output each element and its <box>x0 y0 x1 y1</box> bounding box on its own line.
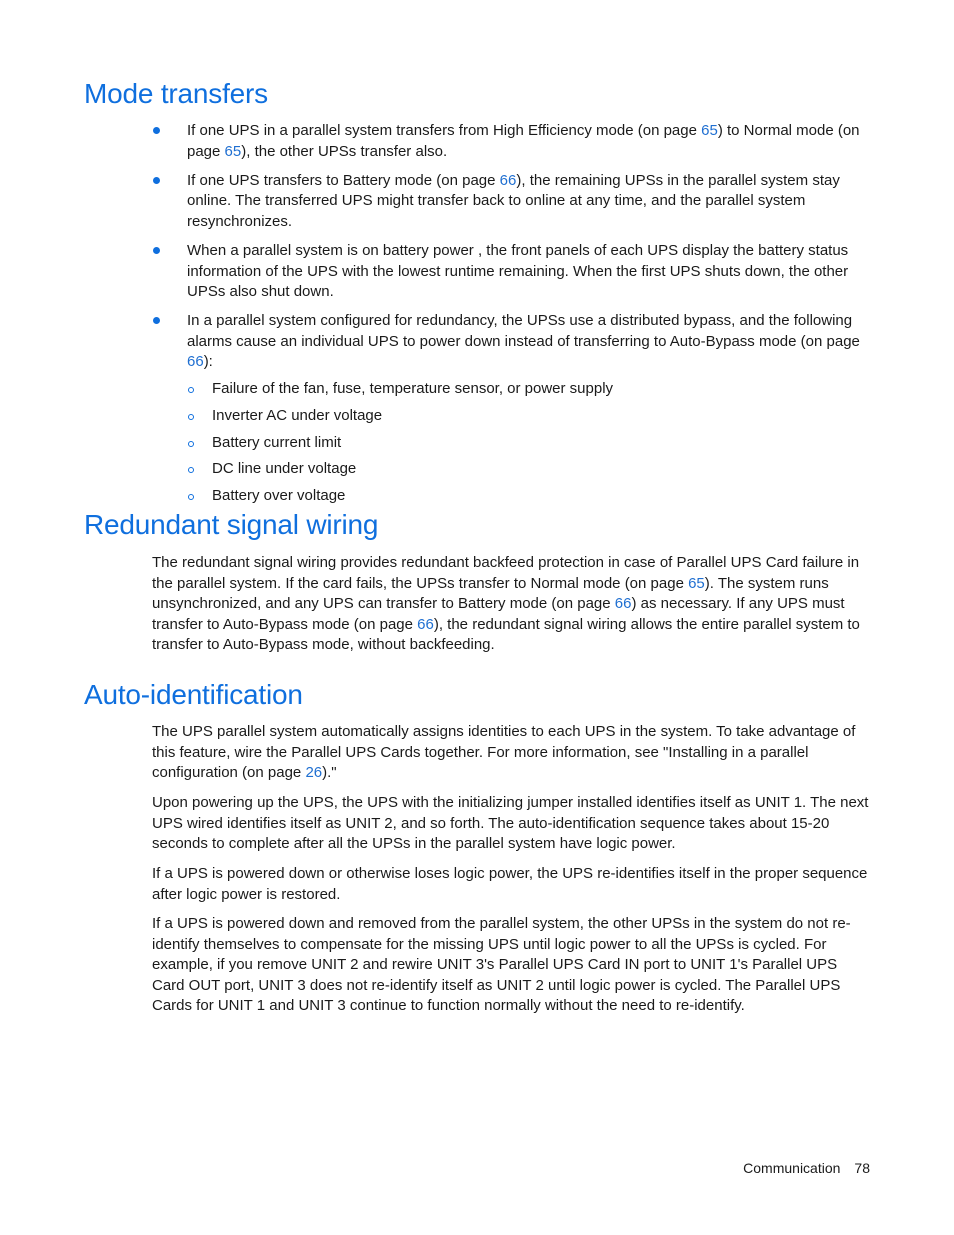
bullet-text: ): <box>203 353 213 371</box>
sub-item-text: Battery current limit <box>212 433 342 451</box>
circle-bullet-icon <box>188 387 194 393</box>
bullet-dot-icon <box>153 127 160 134</box>
paragraph-text: The redundant signal wiring provides redundant backfeed protection in case of Parallel UPS Card failure in the parallel system. If the card fails, the UPSs transfer to Normal mode (on page <box>152 554 860 592</box>
page-link-66[interactable]: 66 <box>614 595 632 613</box>
bullet-dot-icon <box>153 317 160 324</box>
auto-id-paragraph-4: If a UPS is powered down and removed from the parallel system, the other UPSs in the system do not re-identify themselves to compensate for the missing UPS until logic power to all the UPSs is cycled. For example, if you remove UNIT 2 and rewire UNIT 3's Parallel UPS Card IN port to UNIT 1's Parallel UPS Card OUT port, UNIT 3 does not re-identify itself as UNIT 2 until logic power is cycled. The Parallel UPS Cards for UNIT 1 and UNIT 3 continue to function normally without the need to re-identify. <box>152 915 851 1015</box>
page-link-65[interactable]: 65 <box>224 142 242 160</box>
page-link-66[interactable]: 66 <box>187 353 204 371</box>
page-link-66[interactable]: 66 <box>417 615 434 633</box>
auto-id-paragraph-2: Upon powering up the UPS, the UPS with the initializing jumper installed identifies itself as UNIT 1. The next UPS wired identifies itself as UNIT 2, and so forth. The auto-identification sequence takes about 15-20 seconds to complete after all the UPSs in the parallel system have logic power. <box>152 794 869 853</box>
bullet-dot-icon <box>153 247 160 254</box>
circle-bullet-icon <box>188 467 194 473</box>
list-item <box>152 171 872 233</box>
paragraph-text: The UPS parallel system automatically assigns identities to each UPS in the system. To take advantage of this feature, wire the Parallel UPS Cards together. For more information, see "Installing in a parallel configuration (on page <box>152 723 856 782</box>
bullet-dot-icon <box>153 177 160 184</box>
page-link-26[interactable]: 26 <box>305 764 323 782</box>
sub-list-item <box>187 406 872 427</box>
circle-bullet-icon <box>188 414 194 420</box>
bullet-text: ), the other UPSs transfer also. <box>241 142 448 160</box>
auto-id-paragraph-3: If a UPS is powered down or otherwise loses logic power, the UPS re-identifies itself in the proper sequence after logic power is restored. <box>152 865 868 903</box>
circle-bullet-icon <box>188 494 194 500</box>
paragraph-text: )." <box>322 764 337 782</box>
bullet-text: ), the remaining UPSs in the parallel system stay online. The transferred UPS might transfer back to online at any time, and the parallel system resynchronizes. <box>187 171 840 230</box>
footer-section-name: Communication <box>743 1160 841 1176</box>
heading-redundant-signal-wiring: Redundant signal wiring <box>84 509 379 540</box>
sub-list-item <box>187 433 872 454</box>
auto-id-paragraph-1 <box>152 722 872 784</box>
sub-list-item <box>187 459 872 480</box>
page-link-65[interactable]: 65 <box>688 574 705 592</box>
bullet-text: ) to Normal mode (on page <box>187 122 860 160</box>
mode-transfers-list <box>152 121 872 515</box>
sub-list-item <box>187 486 872 507</box>
sub-item-text: Battery over voltage <box>212 487 346 505</box>
heading-mode-transfers: Mode transfers <box>84 78 268 109</box>
redundant-wiring-paragraph <box>152 553 872 656</box>
sub-item-text: DC line under voltage <box>212 460 357 478</box>
bullet-text: In a parallel system configured for redundancy, the UPSs use a distributed bypass, and the following alarms cause an individual UPS to power down instead of transferring to Auto-Bypass mode (on page <box>187 312 860 350</box>
sub-item-text: Failure of the fan, fuse, temperature sensor, or power supply <box>212 380 614 398</box>
sub-list-item <box>187 379 872 400</box>
bullet-text: When a parallel system is on battery power , the front panels of each UPS display the battery status information of the UPS with the lowest runtime remaining. When the first UPS shuts down, the other UPSs also shut down. <box>187 241 849 301</box>
sub-item-text: Inverter AC under voltage <box>212 406 383 424</box>
heading-auto-identification: Auto-identification <box>84 679 303 710</box>
paragraph-text: ). The system runs unsynchronized, and any UPS can transfer to Battery mode (on page <box>152 574 829 613</box>
page-number: 78 <box>854 1160 870 1176</box>
circle-bullet-icon <box>188 441 194 447</box>
alarm-sublist <box>187 379 872 507</box>
list-item <box>152 121 872 162</box>
bullet-text: If one UPS transfers to Battery mode (on page <box>187 171 500 189</box>
list-item <box>152 311 872 507</box>
page-footer <box>743 1158 870 1178</box>
paragraph-text: ) as necessary. If any UPS must transfer to Auto-Bypass mode (on page <box>152 595 845 633</box>
paragraph-text: ), the redundant signal wiring allows the entire parallel system to transfer to Auto-Bypass mode, without backfeeding. <box>152 615 860 654</box>
list-item <box>152 241 872 303</box>
page-link-66[interactable]: 66 <box>499 171 517 189</box>
page-link-65[interactable]: 65 <box>701 122 718 139</box>
bullet-text: If one UPS in a parallel system transfers from High Efficiency mode (on page <box>187 122 702 139</box>
